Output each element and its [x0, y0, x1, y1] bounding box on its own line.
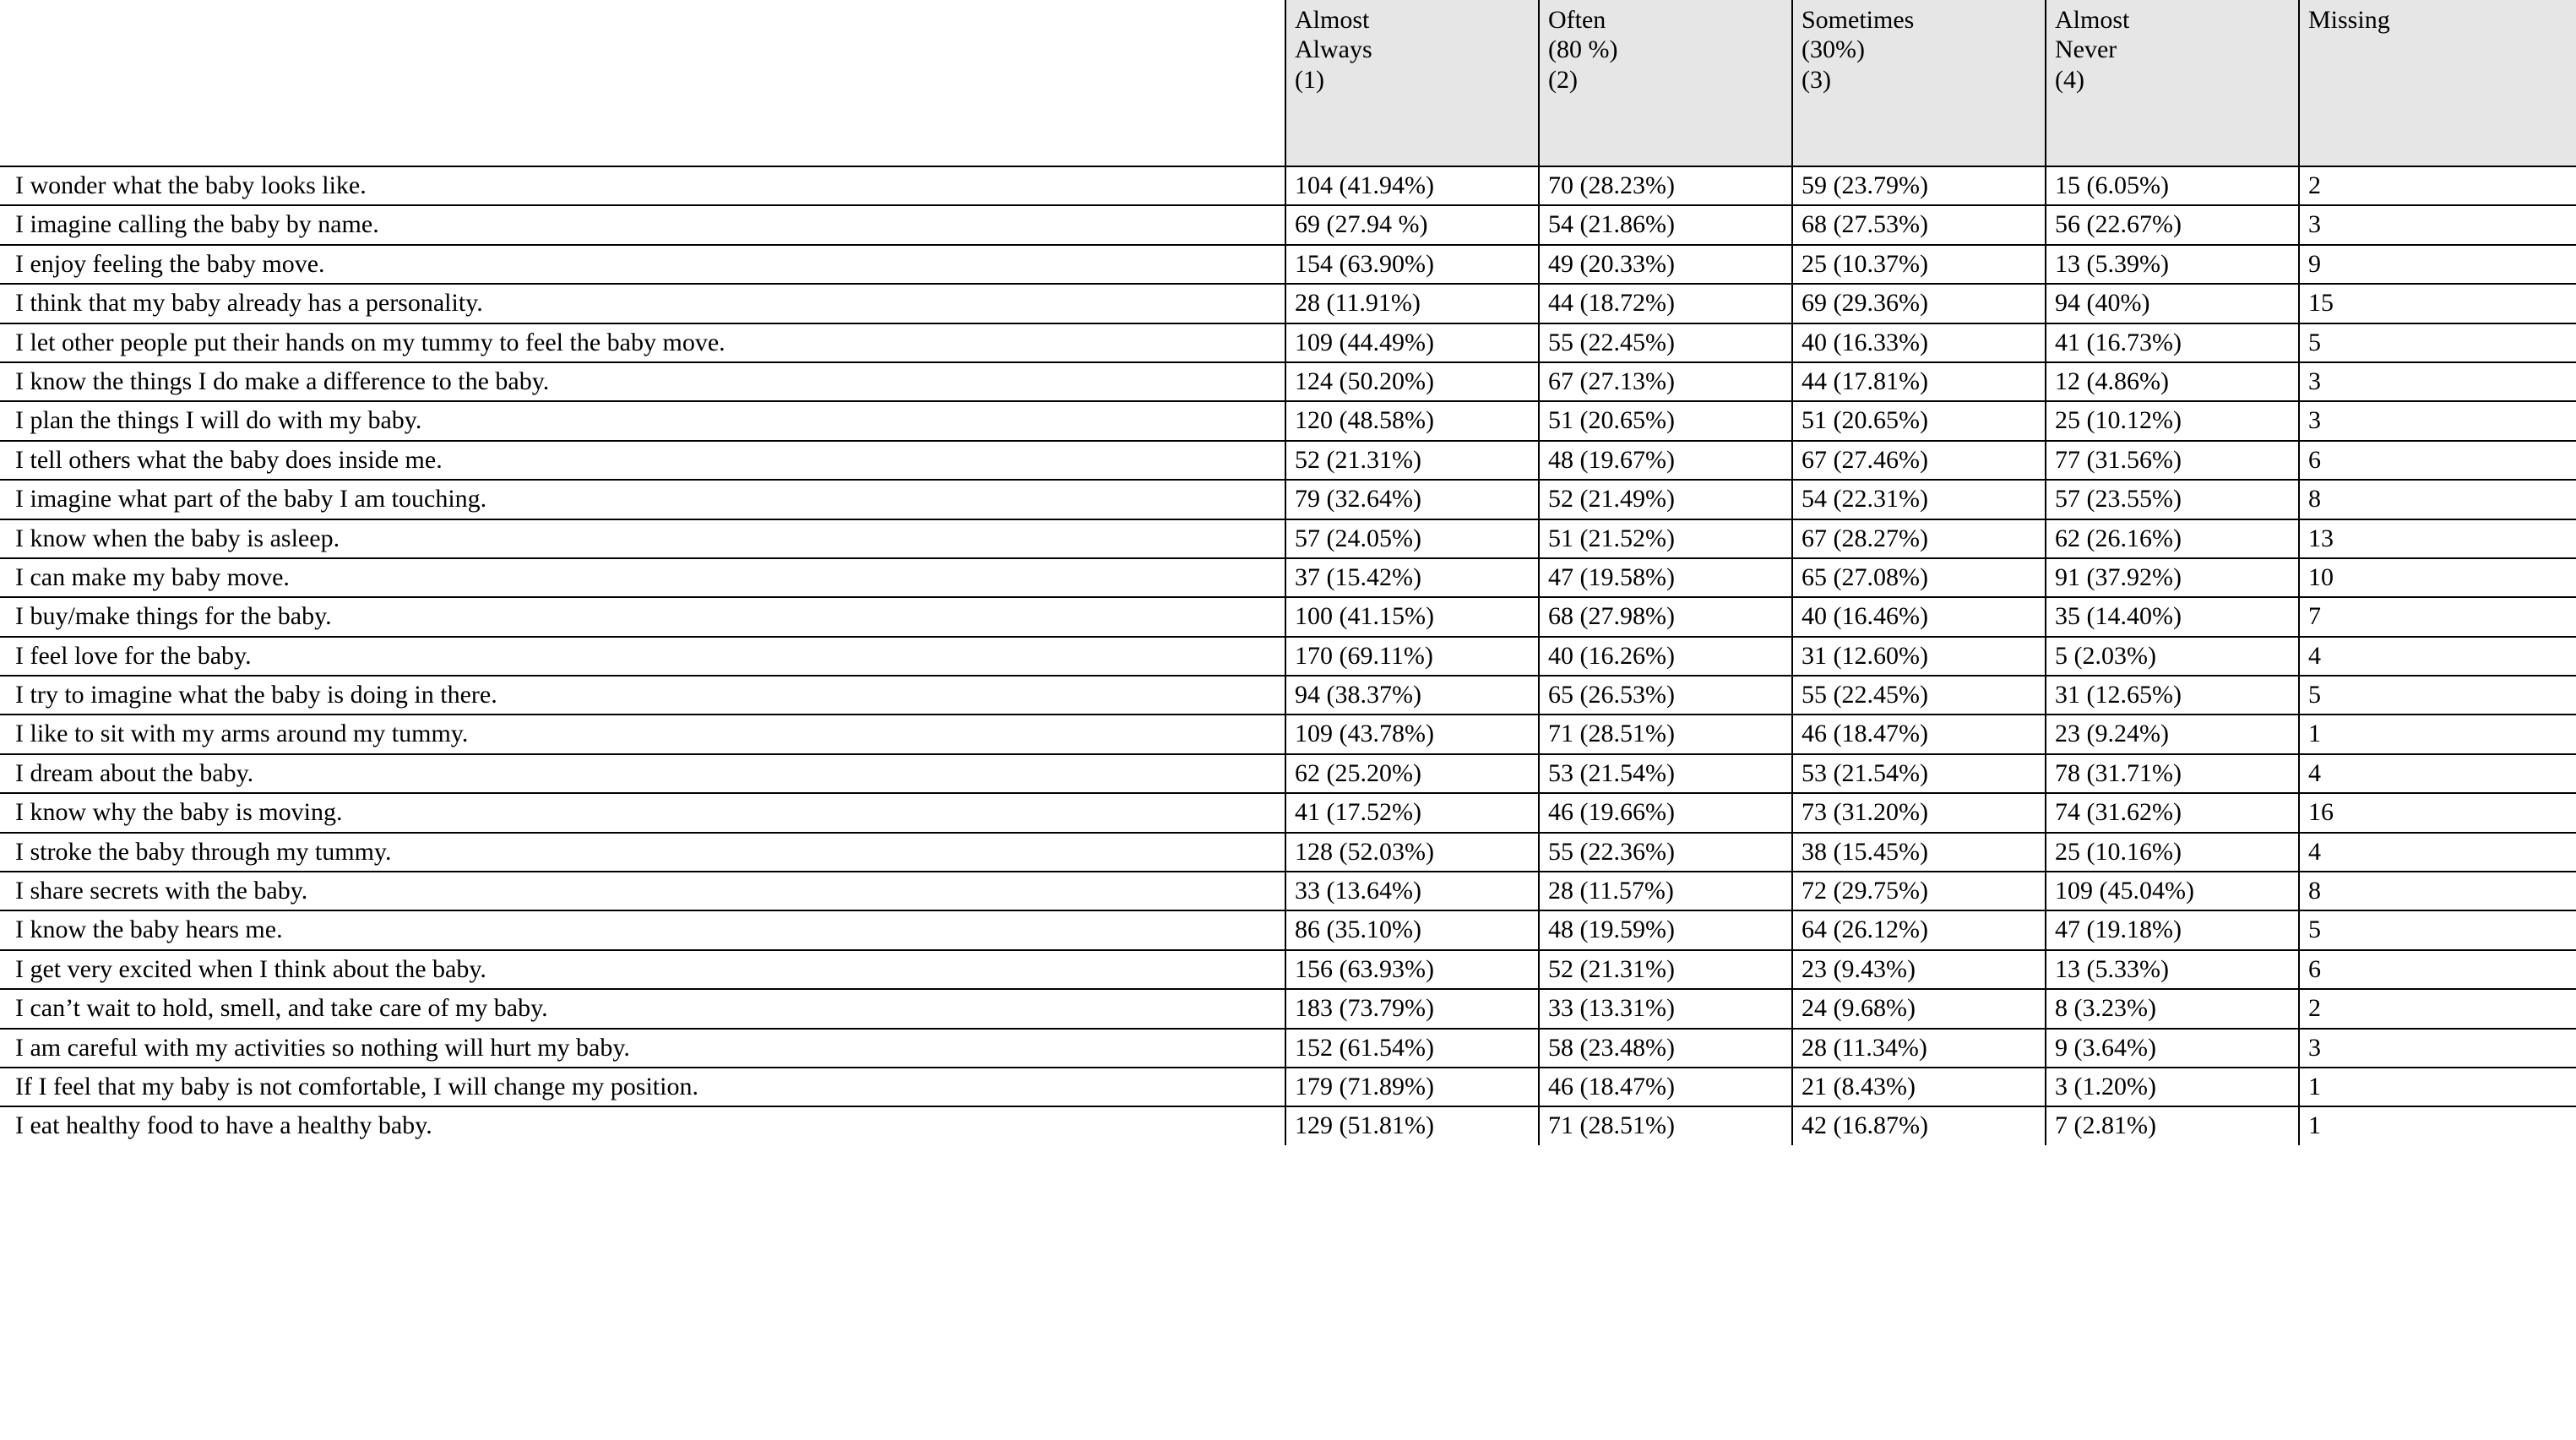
- cell-often: 53 (21.54%): [1539, 754, 1792, 793]
- cell-item: I try to imagine what the baby is doing in there.: [0, 676, 1285, 715]
- cell-almost-always: 179 (71.89%): [1285, 1068, 1539, 1106]
- cell-item: I get very excited when I think about the baby.: [0, 950, 1285, 989]
- cell-almost-always: 52 (21.31%): [1285, 441, 1539, 480]
- cell-item: I stroke the baby through my tummy.: [0, 833, 1285, 872]
- cell-almost-never: 31 (12.65%): [2046, 676, 2299, 715]
- cell-often: 71 (28.51%): [1539, 715, 1792, 753]
- cell-sometimes: 65 (27.08%): [1792, 558, 2046, 597]
- table-row: [0, 480, 2576, 519]
- table-row: [0, 715, 2576, 753]
- cell-sometimes: 42 (16.87%): [1792, 1106, 2046, 1144]
- cell-item: I know the baby hears me.: [0, 910, 1285, 949]
- cell-often: 68 (27.98%): [1539, 597, 1792, 636]
- cell-item: I can make my baby move.: [0, 558, 1285, 597]
- cell-almost-never: 25 (10.16%): [2046, 833, 2299, 872]
- cell-missing: 9: [2299, 245, 2576, 284]
- cell-missing: 6: [2299, 441, 2576, 480]
- header-line: (80 %): [1548, 35, 1618, 64]
- cell-almost-never: 9 (3.64%): [2046, 1029, 2299, 1068]
- table-row: [0, 284, 2576, 323]
- header-line: Never: [2055, 35, 2117, 64]
- cell-often: 52 (21.31%): [1539, 950, 1792, 989]
- cell-missing: 3: [2299, 362, 2576, 401]
- cell-item: I am careful with my activities so nothing will hurt my baby.: [0, 1029, 1285, 1068]
- cell-often: 48 (19.67%): [1539, 441, 1792, 480]
- cell-item: I can’t wait to hold, smell, and take care of my baby.: [0, 989, 1285, 1028]
- header-line: (3): [1802, 65, 1831, 94]
- cell-almost-always: 37 (15.42%): [1285, 558, 1539, 597]
- table-row: [0, 441, 2576, 480]
- cell-almost-always: 128 (52.03%): [1285, 833, 1539, 872]
- cell-almost-never: 91 (37.92%): [2046, 558, 2299, 597]
- cell-almost-never: 109 (45.04%): [2046, 872, 2299, 910]
- cell-often: 51 (21.52%): [1539, 519, 1792, 558]
- cell-almost-never: 13 (5.33%): [2046, 950, 2299, 989]
- cell-sometimes: 23 (9.43%): [1792, 950, 2046, 989]
- table-row: [0, 676, 2576, 715]
- cell-missing: 5: [2299, 676, 2576, 715]
- cell-almost-never: 3 (1.20%): [2046, 1068, 2299, 1106]
- cell-almost-always: 109 (44.49%): [1285, 323, 1539, 362]
- cell-almost-never: 77 (31.56%): [2046, 441, 2299, 480]
- cell-almost-never: 23 (9.24%): [2046, 715, 2299, 753]
- cell-almost-never: 25 (10.12%): [2046, 401, 2299, 440]
- cell-often: 44 (18.72%): [1539, 284, 1792, 323]
- cell-almost-always: 183 (73.79%): [1285, 989, 1539, 1028]
- cell-almost-never: 7 (2.81%): [2046, 1106, 2299, 1144]
- header-cell-sometimes: [1792, 0, 2046, 166]
- table-row: [0, 401, 2576, 440]
- cell-sometimes: 44 (17.81%): [1792, 362, 2046, 401]
- table-row: [0, 362, 2576, 401]
- cell-missing: 4: [2299, 637, 2576, 676]
- cell-almost-always: 62 (25.20%): [1285, 754, 1539, 793]
- cell-almost-never: 78 (31.71%): [2046, 754, 2299, 793]
- cell-almost-always: 124 (50.20%): [1285, 362, 1539, 401]
- table-row: [0, 1029, 2576, 1068]
- cell-often: 55 (22.36%): [1539, 833, 1792, 872]
- cell-almost-never: 41 (16.73%): [2046, 323, 2299, 362]
- cell-sometimes: 59 (23.79%): [1792, 166, 2046, 205]
- cell-item: I imagine calling the baby by name.: [0, 205, 1285, 244]
- cell-almost-always: 109 (43.78%): [1285, 715, 1539, 753]
- cell-missing: 1: [2299, 715, 2576, 753]
- cell-missing: 5: [2299, 323, 2576, 362]
- cell-item: I tell others what the baby does inside me.: [0, 441, 1285, 480]
- cell-almost-always: 94 (38.37%): [1285, 676, 1539, 715]
- table-row: [0, 558, 2576, 597]
- table-row: [0, 166, 2576, 205]
- cell-item: I share secrets with the baby.: [0, 872, 1285, 910]
- cell-almost-always: 120 (48.58%): [1285, 401, 1539, 440]
- cell-sometimes: 25 (10.37%): [1792, 245, 2046, 284]
- cell-sometimes: 68 (27.53%): [1792, 205, 2046, 244]
- cell-sometimes: 72 (29.75%): [1792, 872, 2046, 910]
- cell-often: 71 (28.51%): [1539, 1106, 1792, 1144]
- cell-sometimes: 67 (28.27%): [1792, 519, 2046, 558]
- cell-missing: 8: [2299, 480, 2576, 519]
- cell-almost-always: 28 (11.91%): [1285, 284, 1539, 323]
- cell-almost-always: 79 (32.64%): [1285, 480, 1539, 519]
- table-row: [0, 910, 2576, 949]
- cell-item: I know the things I do make a difference to the baby.: [0, 362, 1285, 401]
- cell-almost-always: 86 (35.10%): [1285, 910, 1539, 949]
- table-row: [0, 754, 2576, 793]
- cell-often: 40 (16.26%): [1539, 637, 1792, 676]
- cell-missing: 13: [2299, 519, 2576, 558]
- cell-missing: 3: [2299, 205, 2576, 244]
- table-row: [0, 793, 2576, 832]
- header-cell-missing: [2299, 0, 2576, 166]
- header-cell-often: [1539, 0, 1792, 166]
- cell-sometimes: 28 (11.34%): [1792, 1029, 2046, 1068]
- cell-often: 70 (28.23%): [1539, 166, 1792, 205]
- cell-missing: 4: [2299, 833, 2576, 872]
- cell-missing: 10: [2299, 558, 2576, 597]
- cell-sometimes: 54 (22.31%): [1792, 480, 2046, 519]
- cell-missing: 3: [2299, 1029, 2576, 1068]
- table-header: [0, 0, 2576, 166]
- cell-sometimes: 38 (15.45%): [1792, 833, 2046, 872]
- cell-sometimes: 24 (9.68%): [1792, 989, 2046, 1028]
- cell-almost-never: 8 (3.23%): [2046, 989, 2299, 1028]
- cell-sometimes: 53 (21.54%): [1792, 754, 2046, 793]
- header-line: Often: [1548, 6, 1606, 34]
- cell-almost-always: 129 (51.81%): [1285, 1106, 1539, 1144]
- cell-sometimes: 55 (22.45%): [1792, 676, 2046, 715]
- cell-often: 46 (19.66%): [1539, 793, 1792, 832]
- table-row: [0, 950, 2576, 989]
- table-row: [0, 833, 2576, 872]
- cell-item: I like to sit with my arms around my tummy.: [0, 715, 1285, 753]
- cell-item: If I feel that my baby is not comfortable, I will change my position.: [0, 1068, 1285, 1106]
- cell-often: 51 (20.65%): [1539, 401, 1792, 440]
- cell-often: 67 (27.13%): [1539, 362, 1792, 401]
- table-row: [0, 1106, 2576, 1144]
- cell-often: 55 (22.45%): [1539, 323, 1792, 362]
- cell-missing: 1: [2299, 1068, 2576, 1106]
- header-line: Almost: [2055, 6, 2130, 34]
- cell-item: I wonder what the baby looks like.: [0, 166, 1285, 205]
- cell-often: 65 (26.53%): [1539, 676, 1792, 715]
- cell-item: I plan the things I will do with my baby.: [0, 401, 1285, 440]
- header-line: (30%): [1802, 35, 1865, 64]
- cell-often: 28 (11.57%): [1539, 872, 1792, 910]
- header-line: Almost: [1295, 6, 1370, 34]
- table-row: [0, 1068, 2576, 1106]
- cell-item: I imagine what part of the baby I am touching.: [0, 480, 1285, 519]
- cell-sometimes: 64 (26.12%): [1792, 910, 2046, 949]
- cell-item: I eat healthy food to have a healthy baby.: [0, 1106, 1285, 1144]
- cell-almost-always: 170 (69.11%): [1285, 637, 1539, 676]
- cell-sometimes: 40 (16.33%): [1792, 323, 2046, 362]
- cell-sometimes: 40 (16.46%): [1792, 597, 2046, 636]
- cell-almost-never: 15 (6.05%): [2046, 166, 2299, 205]
- cell-sometimes: 21 (8.43%): [1792, 1068, 2046, 1106]
- header-cell-item: [0, 0, 1285, 166]
- table-row: [0, 323, 2576, 362]
- table-row: [0, 245, 2576, 284]
- cell-almost-never: 57 (23.55%): [2046, 480, 2299, 519]
- cell-almost-never: 13 (5.39%): [2046, 245, 2299, 284]
- cell-often: 54 (21.86%): [1539, 205, 1792, 244]
- cell-almost-always: 154 (63.90%): [1285, 245, 1539, 284]
- cell-almost-never: 74 (31.62%): [2046, 793, 2299, 832]
- cell-item: I enjoy feeling the baby move.: [0, 245, 1285, 284]
- header-line: Sometimes: [1802, 6, 1915, 34]
- cell-missing: 7: [2299, 597, 2576, 636]
- cell-often: 52 (21.49%): [1539, 480, 1792, 519]
- cell-almost-never: 5 (2.03%): [2046, 637, 2299, 676]
- cell-missing: 5: [2299, 910, 2576, 949]
- cell-missing: 8: [2299, 872, 2576, 910]
- table-row: [0, 205, 2576, 244]
- header-line: Always: [1295, 35, 1372, 64]
- cell-sometimes: 46 (18.47%): [1792, 715, 2046, 753]
- cell-item: I know when the baby is asleep.: [0, 519, 1285, 558]
- cell-almost-always: 41 (17.52%): [1285, 793, 1539, 832]
- cell-item: I feel love for the baby.: [0, 637, 1285, 676]
- header-line: (2): [1548, 65, 1578, 94]
- cell-often: 46 (18.47%): [1539, 1068, 1792, 1106]
- table-row: [0, 989, 2576, 1028]
- cell-often: 33 (13.31%): [1539, 989, 1792, 1028]
- table-body: [0, 166, 2576, 1145]
- table-row: [0, 872, 2576, 910]
- header-line: (1): [1295, 65, 1324, 94]
- cell-almost-always: 100 (41.15%): [1285, 597, 1539, 636]
- cell-sometimes: 67 (27.46%): [1792, 441, 2046, 480]
- cell-almost-always: 69 (27.94 %): [1285, 205, 1539, 244]
- cell-item: I let other people put their hands on my tummy to feel the baby move.: [0, 323, 1285, 362]
- cell-almost-always: 104 (41.94%): [1285, 166, 1539, 205]
- header-line: (4): [2055, 65, 2084, 94]
- cell-almost-never: 35 (14.40%): [2046, 597, 2299, 636]
- cell-almost-never: 94 (40%): [2046, 284, 2299, 323]
- cell-almost-never: 62 (26.16%): [2046, 519, 2299, 558]
- cell-missing: 15: [2299, 284, 2576, 323]
- header-cell-almost-always: [1285, 0, 1539, 166]
- cell-item: I dream about the baby.: [0, 754, 1285, 793]
- cell-missing: 4: [2299, 754, 2576, 793]
- header-line: Missing: [2308, 6, 2390, 34]
- cell-almost-never: 56 (22.67%): [2046, 205, 2299, 244]
- cell-almost-always: 152 (61.54%): [1285, 1029, 1539, 1068]
- header-cell-almost-never: [2046, 0, 2299, 166]
- cell-item: I buy/make things for the baby.: [0, 597, 1285, 636]
- cell-sometimes: 73 (31.20%): [1792, 793, 2046, 832]
- cell-often: 48 (19.59%): [1539, 910, 1792, 949]
- cell-missing: 16: [2299, 793, 2576, 832]
- table-row: [0, 637, 2576, 676]
- cell-sometimes: 31 (12.60%): [1792, 637, 2046, 676]
- cell-missing: 2: [2299, 989, 2576, 1028]
- cell-almost-always: 57 (24.05%): [1285, 519, 1539, 558]
- cell-often: 49 (20.33%): [1539, 245, 1792, 284]
- cell-often: 47 (19.58%): [1539, 558, 1792, 597]
- cell-missing: 3: [2299, 401, 2576, 440]
- cell-sometimes: 51 (20.65%): [1792, 401, 2046, 440]
- cell-sometimes: 69 (29.36%): [1792, 284, 2046, 323]
- header-row: [0, 0, 2576, 166]
- cell-item: I think that my baby already has a personality.: [0, 284, 1285, 323]
- cell-almost-always: 156 (63.93%): [1285, 950, 1539, 989]
- table-row: [0, 597, 2576, 636]
- cell-item: I know why the baby is moving.: [0, 793, 1285, 832]
- cell-missing: 6: [2299, 950, 2576, 989]
- cell-missing: 1: [2299, 1106, 2576, 1144]
- cell-almost-always: 33 (13.64%): [1285, 872, 1539, 910]
- cell-missing: 2: [2299, 166, 2576, 205]
- cell-almost-never: 12 (4.86%): [2046, 362, 2299, 401]
- table-row: [0, 519, 2576, 558]
- cell-often: 58 (23.48%): [1539, 1029, 1792, 1068]
- cell-almost-never: 47 (19.18%): [2046, 910, 2299, 949]
